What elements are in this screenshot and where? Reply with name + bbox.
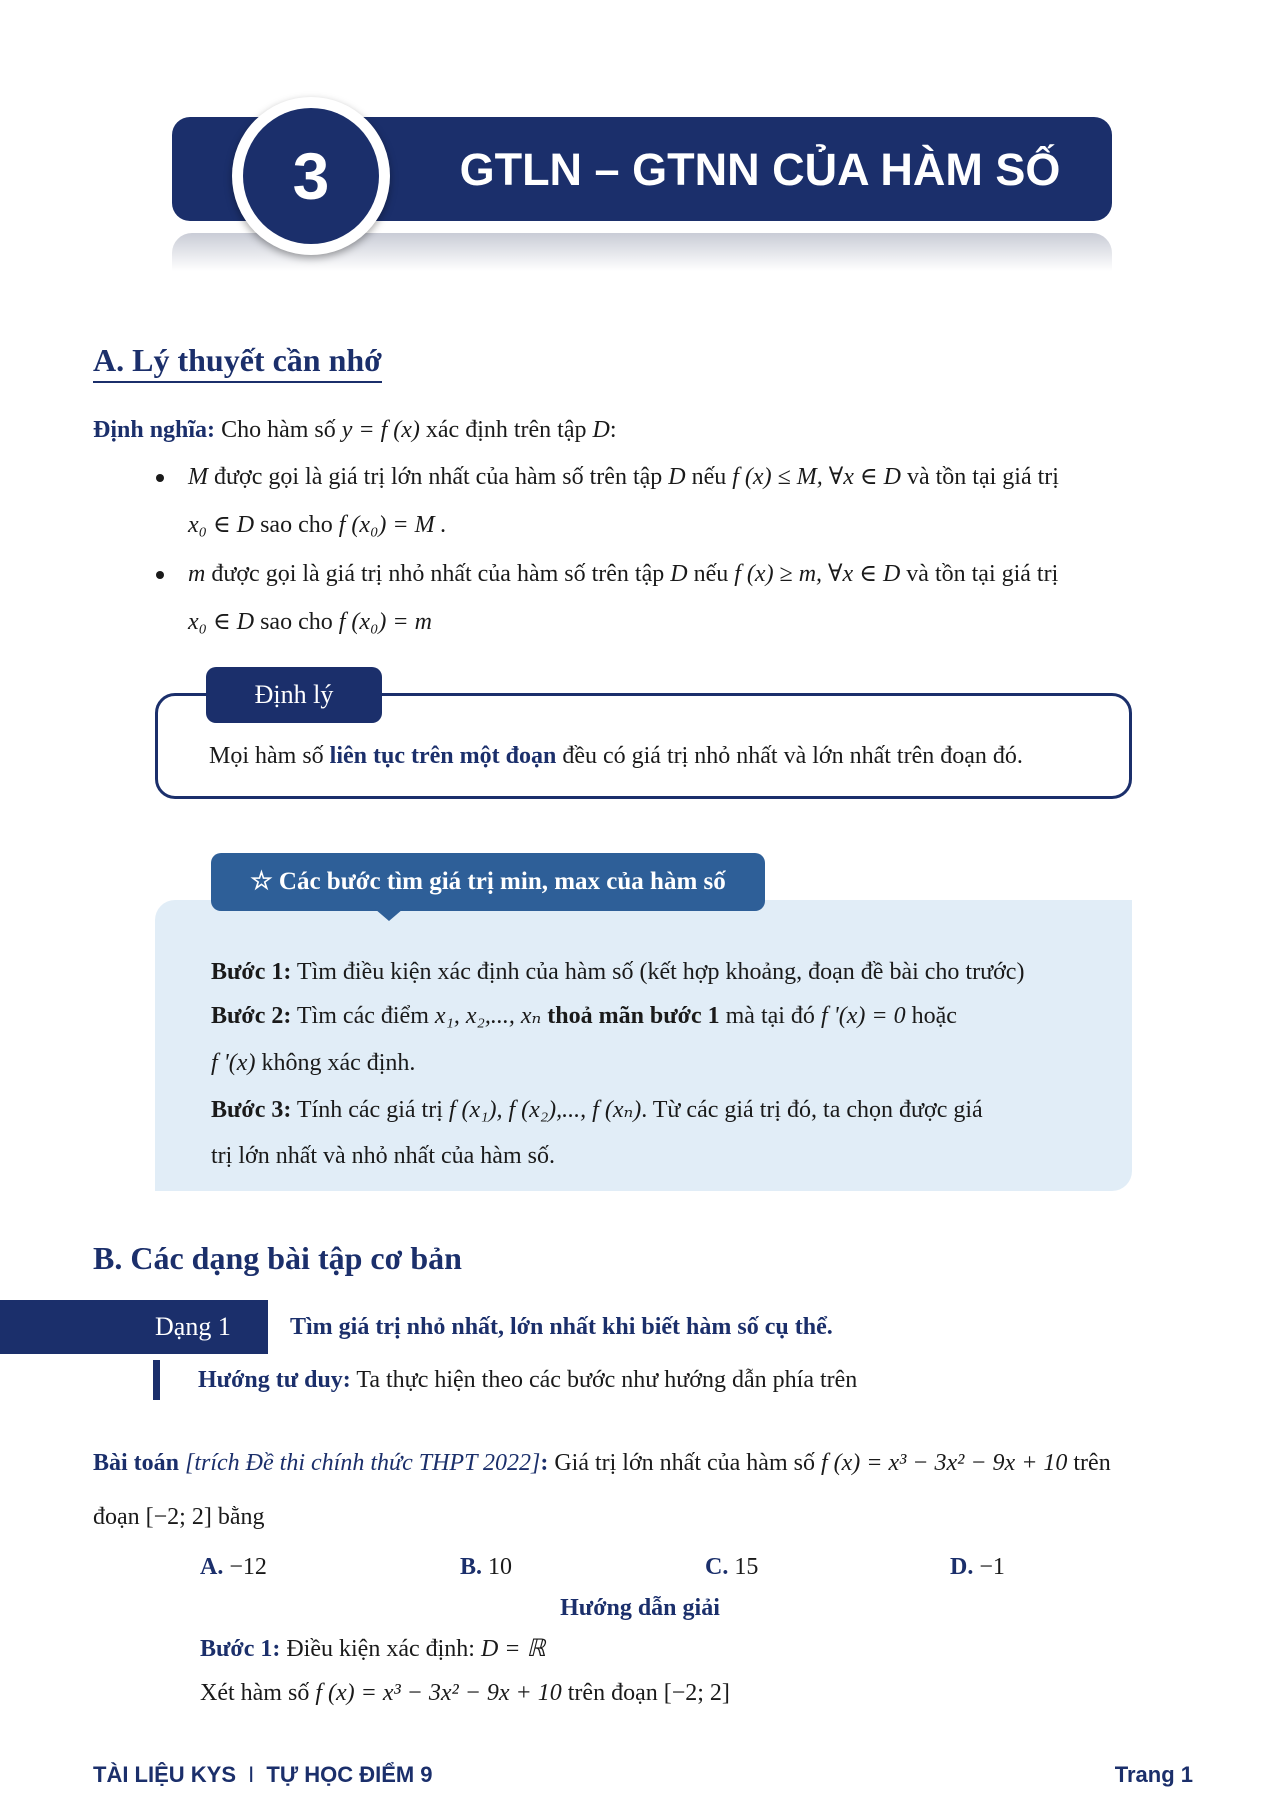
problem-line2 — [93, 1502, 265, 1532]
think-label: Hướng tư duy: — [198, 1367, 351, 1393]
dang-title: Tìm giá trị nhỏ nhất, lớn nhất khi biết hàm số cụ thể. — [290, 1314, 833, 1340]
bullet2-text1: được gọi là giá trị nhỏ nhất của hàm số trên tập — [211, 561, 665, 587]
option-b[interactable] — [460, 1552, 512, 1582]
bullet2-var: m — [188, 561, 206, 587]
bullet1-cond: f (x) ≤ M, ∀x ∈ D — [732, 464, 901, 490]
option-d[interactable] — [950, 1552, 1005, 1582]
chapter-title: GTLN – GTNN CỦA HÀM SỐ — [459, 144, 1061, 195]
bullet1-set: D — [668, 464, 686, 490]
definition-func: y = f (x) — [341, 417, 420, 443]
option-a-label: A. — [200, 1554, 224, 1580]
definition-text: Cho hàm số — [221, 417, 336, 443]
bullet2-x0: x₀ ∈ D — [188, 609, 255, 635]
steps-step2-line1 — [211, 1001, 957, 1031]
problem-label: Bài toán — [93, 1450, 180, 1476]
bullet-dot — [156, 571, 164, 579]
option-a[interactable] — [200, 1552, 267, 1582]
option-b-value: 10 — [488, 1554, 513, 1580]
option-c-label: C. — [705, 1554, 729, 1580]
definition-line — [93, 415, 617, 445]
steps-step1 — [211, 957, 1024, 987]
solution-title: Hướng dẫn giải — [560, 1595, 720, 1621]
definition-set: D — [592, 417, 610, 443]
theorem-highlight: liên tục trên một đoạn — [329, 743, 557, 769]
steps-step2-line2 — [211, 1048, 415, 1078]
option-a-value: −12 — [229, 1554, 267, 1580]
bullet1-text4: sao cho — [260, 512, 333, 538]
bullet1-text3: và tồn tại giá trị — [906, 464, 1059, 490]
step2-text1: Tìm các điểm — [296, 1003, 429, 1029]
theorem-text2: đều có giá trị nhỏ nhất và lớn nhất trên đoạn đó. — [562, 743, 1023, 769]
footer-separator: I — [248, 1762, 255, 1787]
step3-text2: . Từ các giá trị đó, ta chọn được giá — [641, 1097, 983, 1123]
think-line — [198, 1365, 857, 1395]
step2-text3: hoặc — [911, 1003, 957, 1029]
bullet1-text1: được gọi là giá trị lớn nhất của hàm số trên tập — [214, 464, 663, 490]
theorem-tab: Định lý — [206, 667, 382, 723]
problem-interval: [−2; 2] — [145, 1504, 212, 1530]
step1-label: Bước 1: — [211, 959, 292, 985]
bullet2-text3: và tồn tại giá trị — [906, 561, 1059, 587]
chapter-number: 3 — [243, 108, 379, 244]
problem-text3: đoạn — [93, 1504, 140, 1530]
bullet-dot — [156, 474, 164, 482]
step3-vals: f (x₁), f (x₂),..., f (xₙ) — [448, 1097, 642, 1123]
bullet2-line2 — [188, 607, 432, 637]
definition-text2: xác định trên tập — [425, 417, 587, 443]
problem-text2: trên — [1073, 1450, 1111, 1476]
solution-step1-text: Điều kiện xác định: — [286, 1636, 475, 1662]
solution-step1-label: Bước 1: — [200, 1636, 281, 1662]
solution-step1 — [200, 1634, 546, 1664]
step2-label: Bước 2: — [211, 1003, 292, 1029]
consider-text2: trên đoạn — [567, 1680, 658, 1706]
section-a-title: A. Lý thuyết cần nhớ — [93, 342, 382, 383]
footer-left — [93, 1762, 433, 1788]
consider-interval: [−2; 2] — [663, 1680, 730, 1706]
problem-source: [trích Đề thi chính thức THPT 2022] — [185, 1450, 541, 1476]
option-b-label: B. — [460, 1554, 483, 1580]
step3-text1: Tính các giá trị — [296, 1097, 443, 1123]
solution-consider — [200, 1678, 730, 1708]
bullet2-set: D — [670, 561, 688, 587]
think-text: Ta thực hiện theo các bước như hướng dẫn phía trên — [356, 1367, 858, 1393]
consider-text1: Xét hàm số — [200, 1680, 310, 1706]
steps-tab-label: Các bước tìm giá trị min, max của hàm số — [278, 868, 726, 895]
problem-func: f (x) = x³ − 3x² − 9x + 10 — [820, 1450, 1068, 1476]
option-c-value: 15 — [734, 1554, 759, 1580]
section-b-title: B. Các dạng bài tập cơ bản — [93, 1240, 462, 1276]
problem-line1 — [93, 1448, 1111, 1478]
step2-bold: thoả mãn bước 1 — [547, 1003, 720, 1029]
footer-subtitle: TỰ HỌC ĐIỂM 9 — [266, 1762, 433, 1787]
step2-deriv2: f '(x) — [211, 1050, 256, 1076]
step3-text3: trị lớn nhất và nhỏ nhất của hàm số. — [211, 1143, 555, 1169]
option-c[interactable] — [705, 1552, 758, 1582]
footer-brand: TÀI LIỆU KYS — [93, 1762, 237, 1787]
option-d-label: D. — [950, 1554, 974, 1580]
problem-text1: Giá trị lớn nhất của hàm số — [554, 1450, 815, 1476]
bullet2-eq: f (x₀) = m — [338, 609, 432, 635]
bullet2-text2: nếu — [693, 561, 729, 587]
problem-text4: bằng — [217, 1504, 265, 1530]
bullet1-line1 — [188, 462, 1059, 492]
steps-tab-notch — [375, 909, 403, 921]
step1-text: Tìm điều kiện xác định của hàm số (kết hợp khoảng, đoạn đề bài cho trước) — [296, 959, 1025, 985]
steps-tab — [211, 853, 765, 911]
page-number: Trang 1 — [1114, 1762, 1193, 1787]
definition-colon: : — [609, 417, 617, 443]
bullet2-line1 — [188, 559, 1058, 589]
theorem-text1: Mọi hàm số — [209, 743, 324, 769]
bullet2-cond: f (x) ≥ m, ∀x ∈ D — [734, 561, 901, 587]
definition-label: Định nghĩa: — [93, 417, 216, 443]
option-d-value: −1 — [979, 1554, 1005, 1580]
think-bar — [153, 1360, 160, 1400]
dang-label: Dạng 1 — [0, 1300, 268, 1354]
solution-domain: D = ℝ — [480, 1636, 546, 1662]
theorem-text — [209, 741, 1023, 771]
bullet1-var: M — [188, 464, 208, 490]
steps-step3-line2 — [211, 1141, 555, 1171]
problem-colon: : — [540, 1450, 549, 1476]
bullet1-eq: f (x₀) = M . — [338, 512, 447, 538]
bullet1-x0: x₀ ∈ D — [188, 512, 255, 538]
bullet1-line2 — [188, 510, 447, 540]
step2-points: x₁, x₂,..., xₙ — [434, 1003, 542, 1029]
bullet1-text2: nếu — [691, 464, 727, 490]
consider-func: f (x) = x³ − 3x² − 9x + 10 — [315, 1680, 562, 1706]
step3-label: Bước 3: — [211, 1097, 292, 1123]
step2-text2: mà tại đó — [725, 1003, 815, 1029]
step2-text4: không xác định. — [261, 1050, 416, 1076]
steps-step3-line1 — [211, 1095, 983, 1125]
bullet2-text4: sao cho — [260, 609, 333, 635]
star-icon: ☆ — [250, 868, 273, 895]
step2-deriv: f '(x) = 0 — [820, 1003, 906, 1029]
